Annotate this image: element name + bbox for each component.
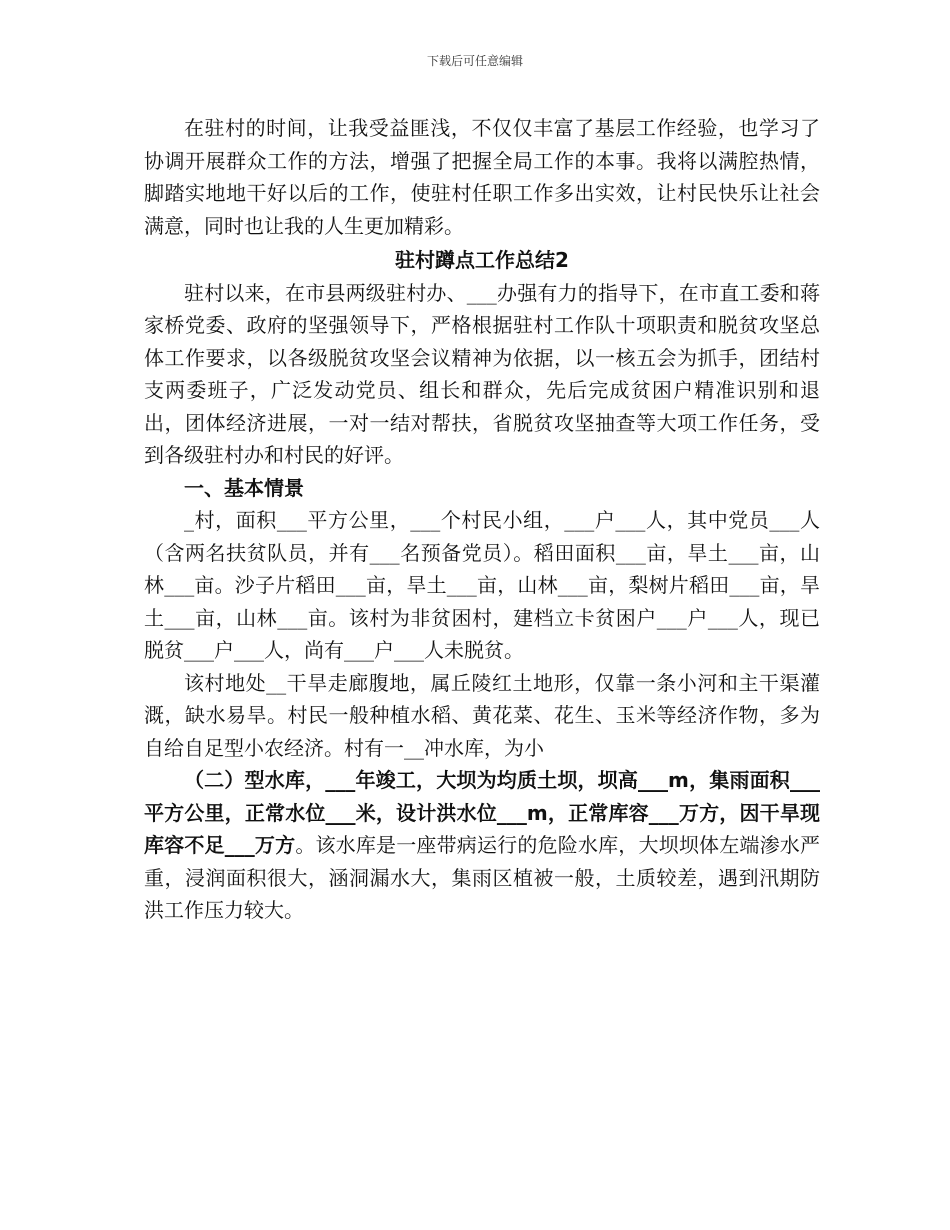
section-heading-basic: 一、基本情景 — [184, 475, 304, 500]
page-header: 下载后可任意编辑 — [426, 54, 523, 68]
paragraph-5-bold: （二）型水库，___年竣工，大坝为均质土坝，坝高___m，集雨面积___平方公里，正常水位___米，设计洪水位___m，正常库容___万方，因干旱现库容不足___万方 — [144, 768, 820, 857]
paragraph-5 — [144, 764, 820, 927]
section-title: 驻村蹲点工作总结2 — [395, 248, 569, 272]
document-body — [144, 112, 820, 927]
paragraph-3: _村，面积___平方公里，___个村民小组，___户___人，其中党员___人（含两名扶贫队员，并有___名预备党员）。稻田面积___亩，旱土___亩，山林___亩。沙子片稻田___亩，旱土___亩，山林___亩，梨树片稻田___亩，旱土___亩，山林___亩。该村为非贫困村，建档立卡贫困户___户___人，现已脱贫___户___人，尚有___户___人未脱贫。 — [144, 508, 820, 662]
paragraph-2: 驻村以来，在市县两级驻村办、___办强有力的指导下，在市直工委和蒋家桥党委、政府的坚强领导下，严格根据驻村工作队十项职责和脱贫攻坚总体工作要求，以各级脱贫攻坚会议精神为依据，以一核五会为抓手，团结村支两委班子，广泛发动党员、组长和群众，先后完成贫困户精准识别和退出，团体经济进展，一对一结对帮扶，省脱贫攻坚抽查等大项工作任务，受到各级驻村办和村民的好评。 — [144, 280, 820, 467]
paragraph-4: 该村地处__干旱走廊腹地，属丘陵红土地形，仅靠一条小河和主干渠灌溉，缺水易旱。村民一般种植水稻、黄花菜、花生、玉米等经济作物，多为自给自足型小农经济。村有一__冲水库，为小 — [144, 670, 820, 760]
paragraph-5-rest: 。该水库是一座带病运行的危险水库，大坝坝体左端渗水严重，浸润面积很大，涵洞漏水大，集雨区植被一般，土质较差，遇到汛期防洪工作压力较大。 — [144, 833, 820, 922]
paragraph-1: 在驻村的时间，让我受益匪浅，不仅仅丰富了基层工作经验，也学习了协调开展群众工作的方法，增强了把握全局工作的本事。我将以满腔热情，脚踏实地地干好以后的工作，使驻村任职工作多出实效，让村民快乐让社会满意，同时也让我的人生更加精彩。 — [144, 116, 820, 238]
